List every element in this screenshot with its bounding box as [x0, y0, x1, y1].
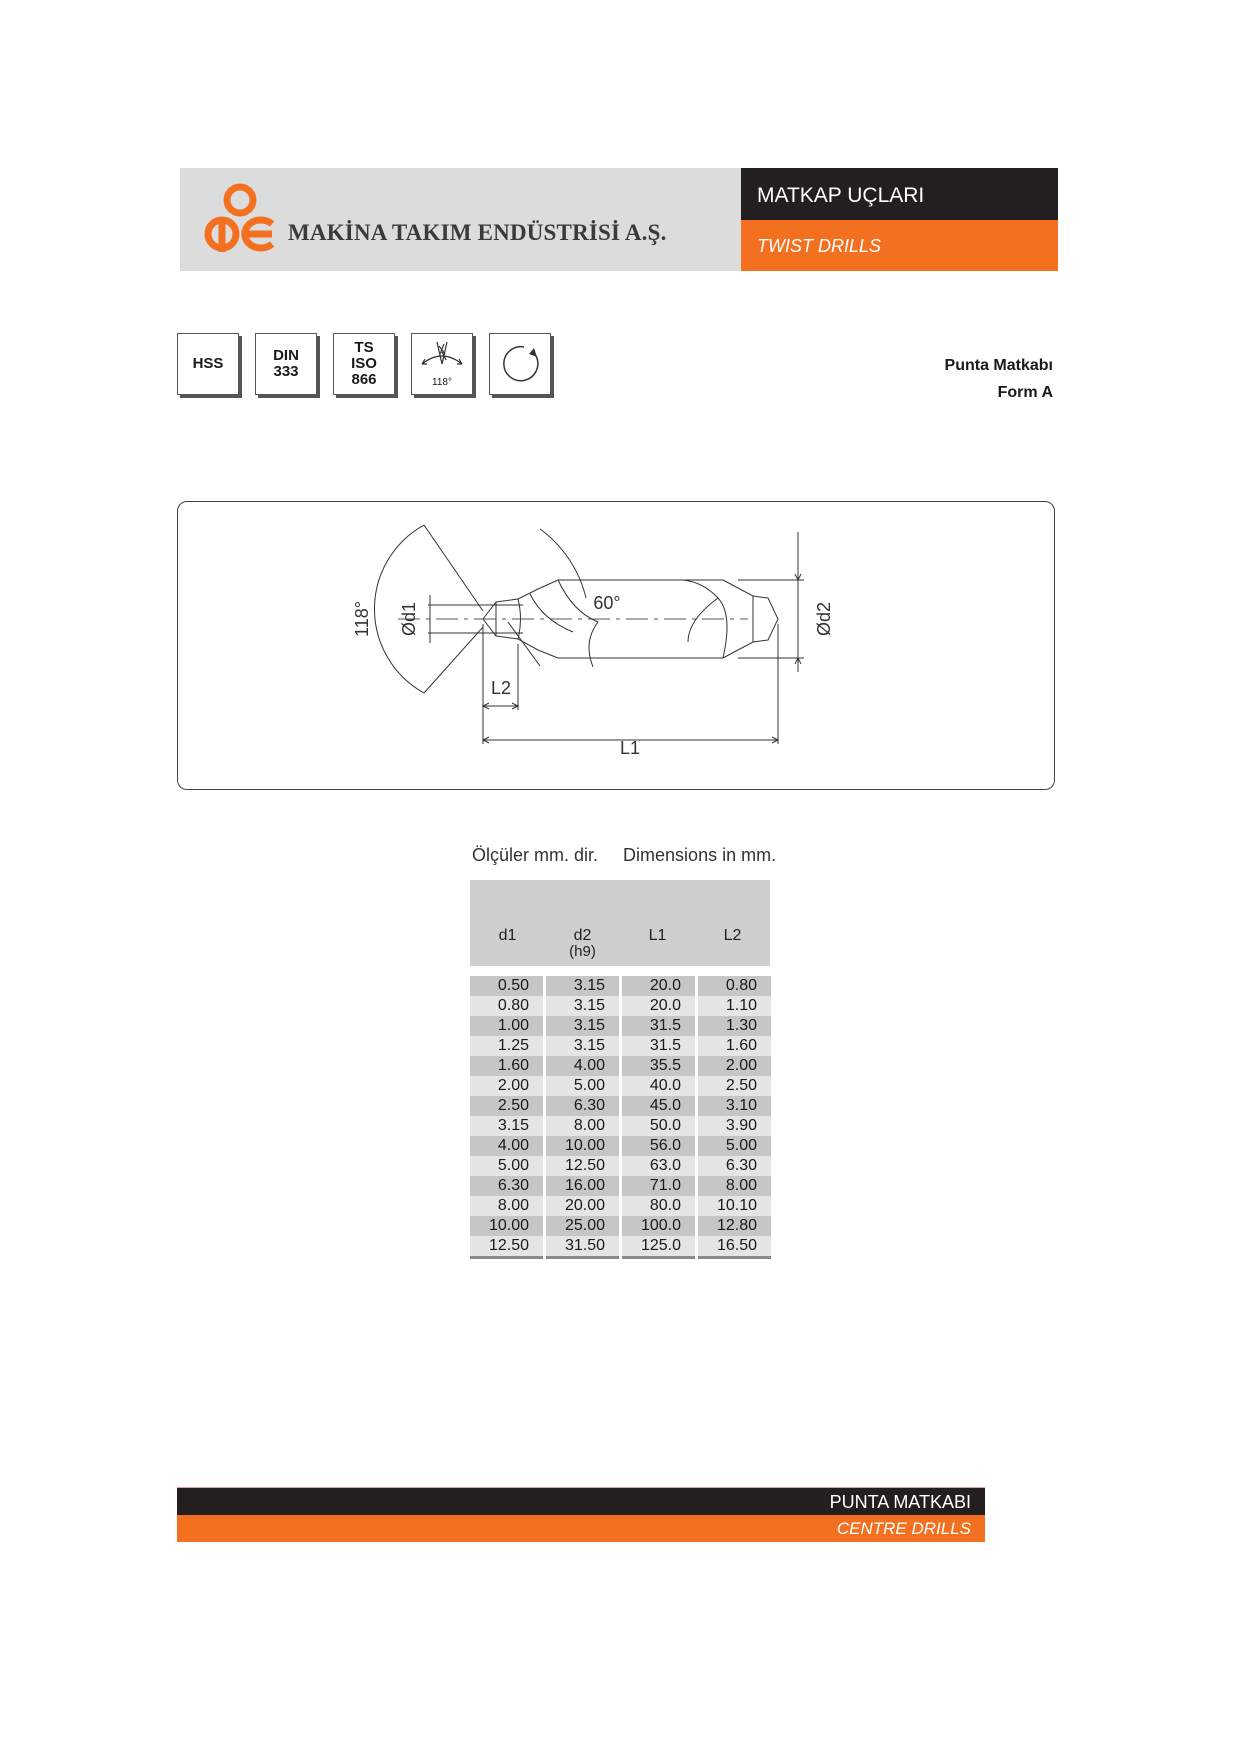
table-cell: 1.60: [698, 1036, 771, 1056]
table-cell: 80.0: [622, 1196, 695, 1216]
table-cell: 8.00: [698, 1176, 771, 1196]
table-header: [470, 880, 770, 966]
header-banner: [180, 168, 1058, 271]
table-cell: 1.30: [698, 1016, 771, 1036]
din-number: 333: [273, 363, 299, 380]
company-logo: [202, 182, 278, 258]
table-cell: 2.50: [470, 1096, 543, 1116]
table-cell: 2.00: [470, 1076, 543, 1096]
table-cell: 50.0: [622, 1116, 695, 1136]
din-badge: [255, 333, 317, 395]
point-angle-value: 118°: [432, 377, 452, 388]
column-end-rule: [470, 1256, 543, 1259]
ts-iso-badge: [333, 333, 395, 395]
din-label: DIN: [273, 347, 299, 364]
table-cell: 6.30: [698, 1156, 771, 1176]
table-cell: 63.0: [622, 1156, 695, 1176]
product-name: Punta Matkabı: [944, 357, 1053, 374]
dimensions-caption: [472, 845, 796, 866]
table-cell: 71.0: [622, 1176, 695, 1196]
table-cell: 3.15: [470, 1116, 543, 1136]
table-cell: 10.00: [546, 1136, 619, 1156]
table-cell: 1.60: [470, 1056, 543, 1076]
ts-label: TS: [354, 339, 374, 356]
table-cell: 16.50: [698, 1236, 771, 1256]
header-l1-label: L1: [648, 927, 667, 944]
table-cell: 56.0: [622, 1136, 695, 1156]
table-cell: 3.90: [698, 1116, 771, 1136]
table-cell: 31.50: [546, 1236, 619, 1256]
table-cell: 6.30: [470, 1176, 543, 1196]
table-cell: 1.00: [470, 1016, 543, 1036]
company-name: MAKİNA TAKIM ENDÜSTRİSİ A.Ş.: [288, 220, 667, 245]
table-cell: 16.00: [546, 1176, 619, 1196]
table-cell: 0.80: [698, 976, 771, 996]
footer-subtitle: CENTRE DRILLS: [836, 1519, 971, 1538]
table-cell: 20.0: [622, 976, 695, 996]
table-cell: 100.0: [622, 1216, 695, 1236]
table-cell: 12.80: [698, 1216, 771, 1236]
footer-subtitle-band: [177, 1515, 985, 1542]
company-band: [180, 168, 741, 271]
centre-drill-diagram: [178, 502, 1054, 789]
table-cell: 8.00: [546, 1116, 619, 1136]
column-end-rule: [698, 1256, 771, 1259]
table-cell: 12.50: [546, 1156, 619, 1176]
category-subtitle: TWIST DRILLS: [757, 236, 882, 256]
category-subtitle-band: [741, 220, 1058, 271]
table-cell: 31.5: [622, 1036, 695, 1056]
table-cell: 1.25: [470, 1036, 543, 1056]
column-d2: [546, 976, 619, 1259]
table-cell: 125.0: [622, 1236, 695, 1256]
column-end-rule: [546, 1256, 619, 1259]
table-cell: 2.50: [698, 1076, 771, 1096]
table-cell: 10.00: [470, 1216, 543, 1236]
table-cell: 35.5: [622, 1056, 695, 1076]
l2-label: L2: [490, 678, 512, 698]
table-cell: 5.00: [470, 1156, 543, 1176]
hss-label: HSS: [192, 355, 224, 372]
table-cell: 8.00: [470, 1196, 543, 1216]
table-cell: 12.50: [470, 1236, 543, 1256]
iso-number: 866: [351, 371, 377, 388]
column-l1: [622, 976, 695, 1259]
technical-drawing: [177, 501, 1055, 790]
header-l1: [620, 927, 695, 945]
rotation-badge: [489, 333, 551, 395]
column-end-rule: [622, 1256, 695, 1259]
footer-title: PUNTA MATKABI: [829, 1492, 971, 1512]
iso-label: ISO: [351, 355, 377, 372]
header-d2-label: d2: [573, 927, 592, 944]
footer-title-band: [177, 1488, 985, 1515]
table-cell: 1.10: [698, 996, 771, 1016]
table-cell: 3.15: [546, 996, 619, 1016]
table-cell: 31.5: [622, 1016, 695, 1036]
d1-label: Ød1: [399, 601, 419, 637]
table-cell: 10.10: [698, 1196, 771, 1216]
angle-60-label: 60°: [593, 593, 621, 613]
column-l2: [698, 976, 771, 1259]
table-cell: 5.00: [698, 1136, 771, 1156]
table-cell: 3.15: [546, 1036, 619, 1056]
angle-118-label: 118°: [352, 601, 372, 637]
table-cell: 5.00: [546, 1076, 619, 1096]
column-d1: [470, 976, 543, 1259]
header-d1: [470, 927, 545, 945]
table-cell: 0.50: [470, 976, 543, 996]
point-angle-badge: [411, 333, 473, 395]
table-cell: 45.0: [622, 1096, 695, 1116]
header-d2: [545, 927, 620, 959]
hss-badge: [177, 333, 239, 395]
header-l2: [695, 927, 770, 945]
dimensions-caption-en: Dimensions in mm.: [623, 845, 777, 865]
l1-label: L1: [619, 738, 641, 758]
table-cell: 20.00: [546, 1196, 619, 1216]
dimensions-caption-tr: Ölçüler mm. dir.: [472, 845, 599, 865]
category-title: MATKAP UÇLARI: [757, 184, 925, 207]
table-cell: 3.15: [546, 976, 619, 996]
rotation-clockwise-icon: [490, 334, 550, 394]
table-cell: 4.00: [470, 1136, 543, 1156]
category-title-band: [741, 168, 1058, 220]
header-d2-sub: (h9): [569, 943, 596, 960]
table-cell: 25.00: [546, 1216, 619, 1236]
table-cell: 40.0: [622, 1076, 695, 1096]
table-cell: 0.80: [470, 996, 543, 1016]
table-cell: 2.00: [698, 1056, 771, 1076]
table-cell: 3.15: [546, 1016, 619, 1036]
table-cell: 4.00: [546, 1056, 619, 1076]
d2-label: Ød2: [814, 601, 834, 637]
table-cell: 20.0: [622, 996, 695, 1016]
header-d1-label: d1: [498, 927, 517, 944]
table-cell: 6.30: [546, 1096, 619, 1116]
product-form: Form A: [997, 384, 1053, 401]
table-cell: 3.10: [698, 1096, 771, 1116]
header-l2-label: L2: [723, 927, 742, 944]
